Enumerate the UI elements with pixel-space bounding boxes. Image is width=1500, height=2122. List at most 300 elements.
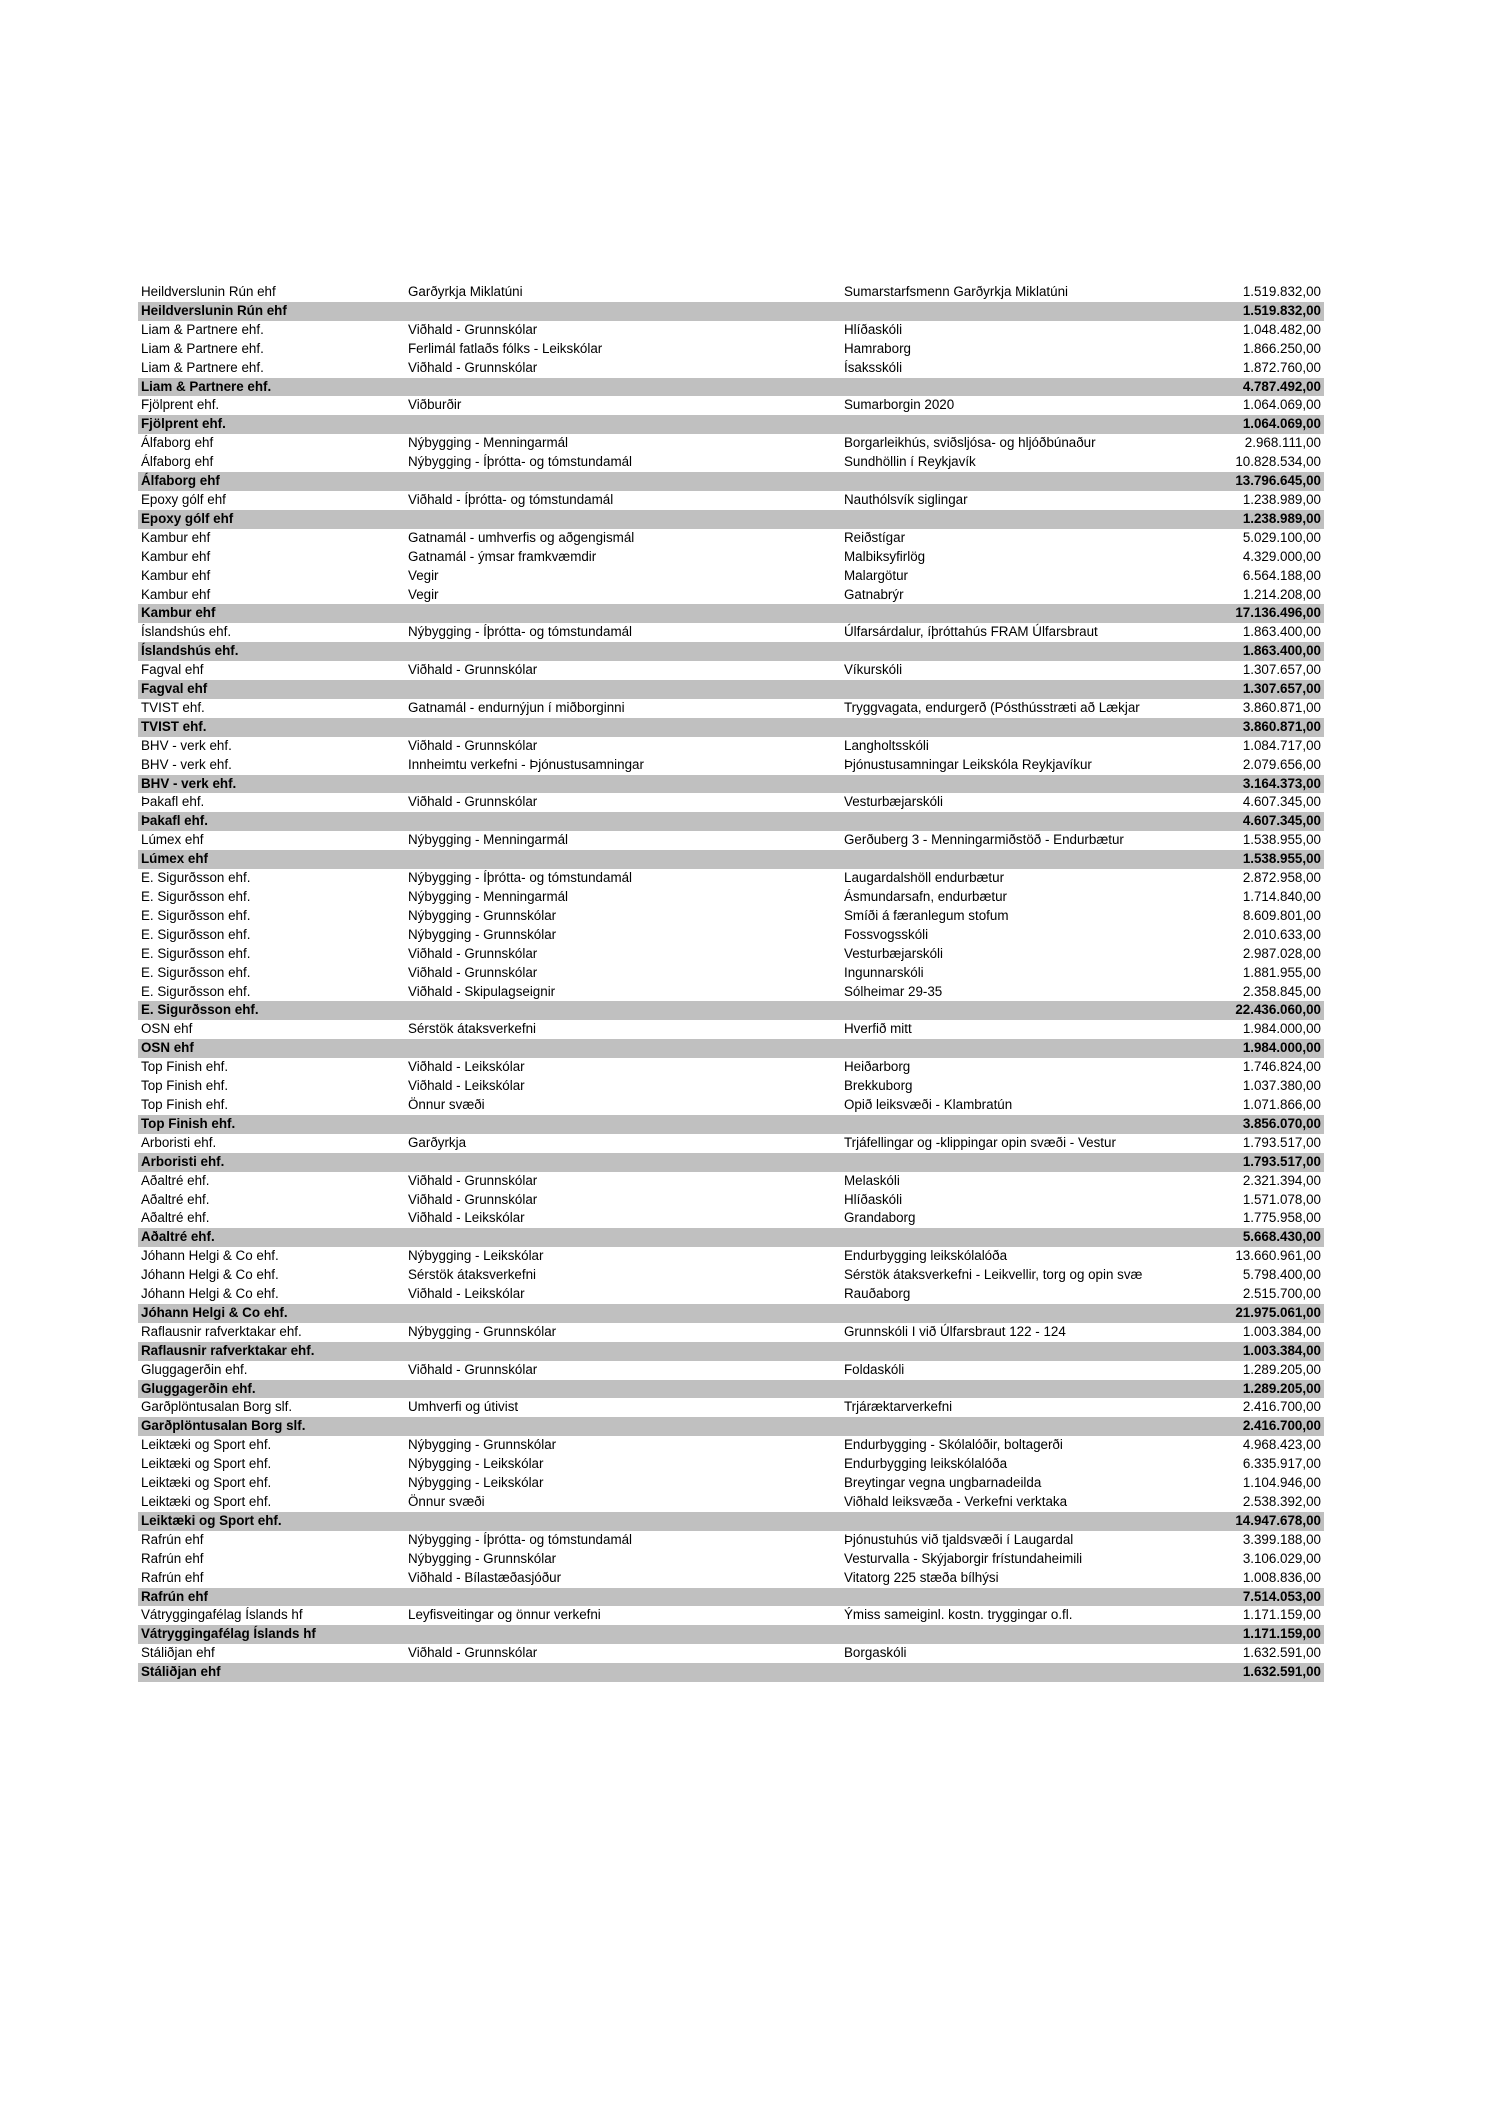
amount-cell: 1.003.384,00 (1242, 1323, 1321, 1339)
table-row (138, 567, 1324, 586)
subtotal-row (138, 1663, 1324, 1682)
table-row (138, 586, 1324, 605)
category-cell: Viðhald - Grunnskólar (408, 662, 538, 678)
contractor-cell: Fjölprent ehf. (141, 416, 226, 432)
contractor-cell: Fjölprent ehf. (141, 397, 220, 413)
subtotal-row (138, 510, 1324, 529)
category-cell: Gatnamál - endurnýjun í miðborginni (408, 699, 625, 715)
amount-cell: 2.968.111,00 (1244, 435, 1321, 451)
project-cell: Brekkuborg (844, 1078, 913, 1094)
amount-cell: 1.238.989,00 (1242, 491, 1321, 507)
amount-cell: 13.796.645,00 (1235, 473, 1321, 489)
category-cell: Nýbygging - Grunnskólar (408, 1550, 557, 1566)
amount-cell: 1.064.069,00 (1242, 416, 1321, 432)
subtotal-row (138, 850, 1324, 869)
table-row (138, 1455, 1324, 1474)
contractor-cell: Leiktæki og Sport ehf. (141, 1512, 282, 1528)
amount-cell: 1.793.517,00 (1242, 1153, 1321, 1169)
subtotal-row (138, 1512, 1324, 1531)
table-row (138, 1398, 1324, 1417)
subtotal-row (138, 775, 1324, 794)
subtotal-row (138, 1039, 1324, 1058)
project-cell: Viðhald leiksvæða - Verkefni verktaka (844, 1494, 1068, 1509)
category-cell: Viðhald - Leikskólar (408, 1078, 525, 1094)
contractor-cell: E. Sigurðsson ehf. (141, 889, 251, 904)
contractor-cell: Fagval ehf (141, 662, 204, 678)
contractor-cell: Íslandshús ehf. (141, 624, 232, 640)
table-row (138, 1474, 1324, 1493)
amount-cell: 1.866.250,00 (1242, 340, 1321, 356)
contractor-cell: Stáliðjan ehf (141, 1664, 221, 1680)
category-cell: Viðhald - Leikskólar (408, 1059, 525, 1075)
contractor-cell: Leiktæki og Sport ehf. (141, 1437, 272, 1453)
project-cell: Malargötur (844, 567, 909, 583)
amount-cell: 1.289.205,00 (1242, 1361, 1321, 1377)
table-row (138, 529, 1324, 548)
table-row (138, 1247, 1324, 1266)
subtotal-row (138, 1304, 1324, 1323)
table-row (138, 1096, 1324, 1115)
category-cell: Viðhald - Grunnskólar (408, 1172, 538, 1188)
project-cell: Hverfið mitt (844, 1021, 912, 1037)
contractor-cell: Álfaborg ehf (141, 473, 220, 489)
project-cell: Ísaksskóli (844, 359, 903, 375)
amount-cell: 3.106.029,00 (1242, 1550, 1321, 1566)
table-row (138, 1172, 1324, 1191)
project-cell: Melaskóli (844, 1172, 900, 1188)
table-row (138, 283, 1324, 302)
category-cell: Viðhald - Íþrótta- og tómstundamál (408, 491, 614, 507)
category-cell: Sérstök átaksverkefni (408, 1021, 537, 1037)
amount-cell: 1.519.832,00 (1242, 284, 1321, 299)
table-row (138, 1606, 1324, 1625)
category-cell: Viðhald - Leikskólar (408, 1210, 525, 1226)
project-cell: Trjáræktarverkefni (844, 1399, 953, 1415)
contractor-cell: Liam & Partnere ehf. (141, 321, 264, 337)
amount-cell: 4.607.345,00 (1242, 794, 1321, 810)
category-cell: Nýbygging - Leikskólar (408, 1248, 544, 1264)
category-cell: Leyfisveitingar og önnur verkefni (408, 1607, 601, 1623)
category-cell: Nýbygging - Menningarmál (408, 435, 569, 451)
subtotal-row (138, 1115, 1324, 1134)
project-cell: Reiðstígar (844, 529, 906, 545)
contractor-cell: OSN ehf (141, 1021, 193, 1037)
table-row (138, 869, 1324, 888)
table-row (138, 434, 1324, 453)
project-cell: Opið leiksvæði - Klambratún (844, 1096, 1013, 1112)
subtotal-row (138, 1001, 1324, 1020)
category-cell: Nýbygging - Íþrótta- og tómstundamál (408, 870, 633, 886)
table-row (138, 1436, 1324, 1455)
table-row (138, 396, 1324, 415)
amount-cell: 6.564.188,00 (1242, 567, 1321, 583)
project-cell: Þjónustusamningar Leikskóla Reykjavíkur (844, 756, 1092, 772)
contractor-cell: Kambur ehf (141, 567, 211, 583)
contractor-cell: Raflausnir rafverktakar ehf. (141, 1342, 315, 1358)
contractor-cell: Vátryggingafélag Íslands hf (141, 1626, 316, 1642)
category-cell: Viðhald - Grunnskólar (408, 359, 538, 375)
contractor-cell: BHV - verk ehf. (141, 756, 232, 772)
project-cell: Gatnabrýr (844, 586, 904, 602)
category-cell: Nýbygging - Grunnskólar (408, 1437, 557, 1453)
contractor-cell: Jóhann Helgi & Co ehf. (141, 1304, 288, 1320)
subtotal-row (138, 1417, 1324, 1436)
contractor-cell: Lúmex ehf (141, 851, 208, 867)
amount-cell: 1.307.657,00 (1242, 681, 1321, 697)
amount-cell: 6.335.917,00 (1242, 1456, 1321, 1472)
table-row (138, 1285, 1324, 1304)
category-cell: Nýbygging - Menningarmál (408, 889, 569, 904)
category-cell: Sérstök átaksverkefni (408, 1267, 537, 1283)
contractor-cell: E. Sigurðsson ehf. (141, 907, 251, 923)
amount-cell: 1.863.400,00 (1242, 643, 1321, 659)
contractor-cell: TVIST ehf. (141, 699, 205, 715)
amount-cell: 1.863.400,00 (1242, 624, 1321, 640)
contractor-cell: Garðplöntusalan Borg slf. (141, 1418, 306, 1434)
contractor-cell: Heildverslunin Rún ehf (141, 302, 287, 318)
amount-cell: 1.538.955,00 (1242, 832, 1321, 848)
subtotal-row (138, 642, 1324, 661)
table-row (138, 793, 1324, 812)
category-cell: Viðburðir (408, 397, 462, 413)
contractor-cell: Rafrún ehf (141, 1550, 204, 1566)
table-row (138, 340, 1324, 359)
category-cell: Viðhald - Leikskólar (408, 1286, 525, 1302)
amount-cell: 3.164.373,00 (1242, 775, 1321, 791)
amount-cell: 2.872.958,00 (1242, 870, 1321, 886)
category-cell: Viðhald - Grunnskólar (408, 737, 538, 753)
project-cell: Grunnskóli I við Úlfarsbraut 122 - 124 (844, 1323, 1066, 1339)
table-row (138, 1134, 1324, 1153)
category-cell: Nýbygging - Grunnskólar (408, 926, 557, 942)
project-cell: Sundhöllin í Reykjavík (844, 454, 976, 470)
project-cell: Foldaskóli (844, 1361, 905, 1377)
subtotal-row (138, 1228, 1324, 1247)
contractor-cell: Gluggagerðin ehf. (141, 1361, 248, 1377)
subtotal-row (138, 302, 1324, 321)
amount-cell: 21.975.061,00 (1235, 1304, 1321, 1320)
table-row (138, 756, 1324, 775)
category-cell: Gatnamál - ýmsar framkvæmdir (408, 548, 597, 564)
table-row (138, 491, 1324, 510)
amount-cell: 1.238.989,00 (1242, 510, 1321, 526)
amount-cell: 5.798.400,00 (1242, 1267, 1321, 1283)
project-cell: Borgarleikhús, sviðsljósa- og hljóðbúnaður (844, 435, 1096, 451)
contractor-cell: E. Sigurðsson ehf. (141, 870, 251, 886)
contractor-cell: Leiktæki og Sport ehf. (141, 1475, 272, 1491)
project-cell: Ýmiss sameiginl. kostn. tryggingar o.fl. (844, 1607, 1073, 1623)
table-row (138, 945, 1324, 964)
project-cell: Vesturvalla - Skýjaborgir frístundaheimili (844, 1550, 1083, 1566)
contractor-cell: Leiktæki og Sport ehf. (141, 1456, 272, 1472)
contractor-cell: Kambur ehf (141, 605, 216, 621)
contractor-cell: Epoxy gólf ehf (141, 491, 226, 507)
contractor-cell: Garðplöntusalan Borg slf. (141, 1399, 293, 1415)
table-row (138, 926, 1324, 945)
table-row (138, 1550, 1324, 1569)
amount-cell: 4.968.423,00 (1242, 1437, 1321, 1453)
amount-cell: 14.947.678,00 (1235, 1512, 1321, 1528)
amount-cell: 1.307.657,00 (1242, 662, 1321, 678)
project-cell: Hlíðaskóli (844, 321, 903, 337)
table-row (138, 964, 1324, 983)
ledger-table (138, 283, 1324, 1682)
amount-cell: 1.571.078,00 (1242, 1191, 1321, 1207)
project-cell: Smíði á færanlegum stofum (844, 907, 1009, 923)
subtotal-row (138, 718, 1324, 737)
table-row (138, 1644, 1324, 1663)
contractor-cell: Top Finish ehf. (141, 1078, 229, 1094)
amount-cell: 2.538.392,00 (1242, 1494, 1321, 1509)
category-cell: Nýbygging - Íþrótta- og tómstundamál (408, 624, 633, 640)
amount-cell: 2.358.845,00 (1242, 983, 1321, 999)
amount-cell: 1.714.840,00 (1242, 889, 1321, 904)
amount-cell: 13.660.961,00 (1235, 1248, 1321, 1264)
contractor-cell: Þakafl ehf. (141, 813, 208, 829)
contractor-cell: Jóhann Helgi & Co ehf. (141, 1248, 279, 1264)
amount-cell: 1.071.866,00 (1242, 1096, 1321, 1112)
table-row (138, 453, 1324, 472)
amount-cell: 1.984.000,00 (1242, 1040, 1321, 1056)
category-cell: Nýbygging - Íþrótta- og tómstundamál (408, 1531, 633, 1547)
table-row (138, 1569, 1324, 1588)
category-cell: Gatnamál - umhverfis og aðgengismál (408, 529, 635, 545)
category-cell: Nýbygging - Leikskólar (408, 1456, 544, 1472)
project-cell: Hlíðaskóli (844, 1191, 903, 1207)
contractor-cell: E. Sigurðsson ehf. (141, 964, 251, 980)
amount-cell: 3.399.188,00 (1242, 1531, 1321, 1547)
amount-cell: 1.008.836,00 (1242, 1569, 1321, 1585)
category-cell: Viðhald - Grunnskólar (408, 1645, 538, 1661)
amount-cell: 1.632.591,00 (1242, 1664, 1321, 1680)
table-row (138, 1361, 1324, 1380)
category-cell: Viðhald - Grunnskólar (408, 321, 538, 337)
category-cell: Viðhald - Bílastæðasjóður (408, 1569, 562, 1585)
project-cell: Endurbygging leikskólalóða (844, 1248, 1008, 1264)
project-cell: Vesturbæjarskóli (844, 945, 943, 961)
project-cell: Sumarstarfsmenn Garðyrkja Miklatúni (844, 284, 1068, 299)
amount-cell: 1.171.159,00 (1242, 1626, 1321, 1642)
project-cell: Víkurskóli (844, 662, 903, 678)
contractor-cell: E. Sigurðsson ehf. (141, 1002, 259, 1018)
contractor-cell: Álfaborg ehf (141, 454, 214, 470)
amount-cell: 1.793.517,00 (1242, 1134, 1321, 1150)
project-cell: Breytingar vegna ungbarnadeilda (844, 1475, 1042, 1491)
project-cell: Ásmundarsafn, endurbætur (844, 889, 1008, 904)
amount-cell: 1.003.384,00 (1242, 1342, 1321, 1358)
amount-cell: 3.860.871,00 (1242, 718, 1321, 734)
contractor-cell: Stáliðjan ehf (141, 1645, 215, 1661)
project-cell: Endurbygging - Skólalóðir, boltagerði (844, 1437, 1063, 1453)
category-cell: Ferlimál fatlaðs fólks - Leikskólar (408, 340, 603, 356)
contractor-cell: Aðaltré ehf. (141, 1191, 210, 1207)
category-cell: Viðhald - Grunnskólar (408, 1191, 538, 1207)
table-row (138, 1020, 1324, 1039)
table-row (138, 1209, 1324, 1228)
amount-cell: 2.987.028,00 (1242, 945, 1321, 961)
subtotal-row (138, 415, 1324, 434)
table-row (138, 831, 1324, 850)
amount-cell: 3.856.070,00 (1242, 1115, 1321, 1131)
table-row (138, 1266, 1324, 1285)
project-cell: Rauðaborg (844, 1286, 911, 1302)
category-cell: Önnur svæði (408, 1096, 485, 1112)
amount-cell: 8.609.801,00 (1242, 907, 1321, 923)
project-cell: Trjáfellingar og -klippingar opin svæði - Vestur (844, 1134, 1116, 1150)
project-cell: Úlfarsárdalur, íþróttahús FRAM Úlfarsbraut (844, 624, 1098, 640)
amount-cell: 3.860.871,00 (1242, 699, 1321, 715)
contractor-cell: TVIST ehf. (141, 718, 207, 734)
category-cell: Viðhald - Grunnskólar (408, 794, 538, 810)
amount-cell: 2.010.633,00 (1242, 926, 1321, 942)
amount-cell: 4.329.000,00 (1242, 548, 1321, 564)
category-cell: Umhverfi og útivist (408, 1399, 519, 1415)
project-cell: Fossvogsskóli (844, 926, 929, 942)
contractor-cell: OSN ehf (141, 1040, 194, 1056)
subtotal-row (138, 1625, 1324, 1644)
amount-cell: 17.136.496,00 (1235, 605, 1321, 621)
contractor-cell: E. Sigurðsson ehf. (141, 945, 251, 961)
project-cell: Laugardalshöll endurbætur (844, 870, 1005, 886)
table-row (138, 1058, 1324, 1077)
category-cell: Nýbygging - Leikskólar (408, 1475, 544, 1491)
category-cell: Nýbygging - Grunnskólar (408, 1323, 557, 1339)
contractor-cell: Top Finish ehf. (141, 1059, 229, 1075)
project-cell: Endurbygging leikskólalóða (844, 1456, 1008, 1472)
contractor-cell: Lúmex ehf (141, 832, 204, 848)
subtotal-row (138, 604, 1324, 623)
amount-cell: 1.746.824,00 (1242, 1059, 1321, 1075)
contractor-cell: Epoxy gólf ehf (141, 510, 234, 526)
amount-cell: 10.828.534,00 (1235, 454, 1321, 470)
table-row (138, 548, 1324, 567)
amount-cell: 1.984.000,00 (1242, 1021, 1321, 1037)
contractor-cell: E. Sigurðsson ehf. (141, 983, 251, 999)
contractor-cell: Aðaltré ehf. (141, 1210, 210, 1226)
contractor-cell: Raflausnir rafverktakar ehf. (141, 1323, 302, 1339)
table-row (138, 359, 1324, 378)
amount-cell: 22.436.060,00 (1235, 1002, 1321, 1018)
contractor-cell: Arboristi ehf. (141, 1134, 217, 1150)
amount-cell: 2.079.656,00 (1242, 756, 1321, 772)
amount-cell: 1.289.205,00 (1242, 1380, 1321, 1396)
contractor-cell: Top Finish ehf. (141, 1115, 236, 1131)
project-cell: Sólheimar 29-35 (844, 983, 943, 999)
amount-cell: 1.104.946,00 (1242, 1475, 1321, 1491)
project-cell: Gerðuberg 3 - Menningarmiðstöð - Endurbætur (844, 832, 1124, 848)
contractor-cell: E. Sigurðsson ehf. (141, 926, 251, 942)
project-cell: Borgaskóli (844, 1645, 907, 1661)
contractor-cell: Rafrún ehf (141, 1531, 204, 1547)
amount-cell: 5.029.100,00 (1242, 529, 1321, 545)
category-cell: Önnur svæði (408, 1494, 485, 1509)
project-cell: Vitatorg 225 stæða bílhýsi (844, 1569, 999, 1585)
subtotal-row (138, 1342, 1324, 1361)
contractor-cell: Leiktæki og Sport ehf. (141, 1494, 272, 1509)
amount-cell: 1.084.717,00 (1242, 737, 1321, 753)
contractor-cell: Rafrún ehf (141, 1569, 204, 1585)
amount-cell: 7.514.053,00 (1242, 1588, 1321, 1604)
table-row (138, 623, 1324, 642)
contractor-cell: BHV - verk ehf. (141, 775, 237, 791)
project-cell: Ingunnarskóli (844, 964, 924, 980)
table-row (138, 1531, 1324, 1550)
amount-cell: 1.872.760,00 (1242, 359, 1321, 375)
subtotal-row (138, 812, 1324, 831)
category-cell: Garðyrkja (408, 1134, 467, 1150)
project-cell: Hamraborg (844, 340, 911, 356)
category-cell: Garðyrkja Miklatúni (408, 284, 523, 299)
table-row (138, 661, 1324, 680)
category-cell: Nýbygging - Íþrótta- og tómstundamál (408, 454, 633, 470)
contractor-cell: Kambur ehf (141, 529, 211, 545)
contractor-cell: Liam & Partnere ehf. (141, 359, 264, 375)
contractor-cell: Vátryggingafélag Íslands hf (141, 1607, 303, 1623)
contractor-cell: Aðaltré ehf. (141, 1229, 215, 1245)
contractor-cell: Top Finish ehf. (141, 1096, 229, 1112)
subtotal-row (138, 378, 1324, 397)
amount-cell: 1.775.958,00 (1242, 1210, 1321, 1226)
project-cell: Langholtsskóli (844, 737, 929, 753)
category-cell: Viðhald - Grunnskólar (408, 964, 538, 980)
project-cell: Sérstök átaksverkefni - Leikvellir, torg og opin svæ (844, 1267, 1143, 1283)
category-cell: Viðhald - Grunnskólar (408, 945, 538, 961)
table-row (138, 888, 1324, 907)
amount-cell: 1.538.955,00 (1242, 851, 1321, 867)
project-cell: Nauthólsvík siglingar (844, 491, 968, 507)
amount-cell: 1.519.832,00 (1242, 302, 1321, 318)
contractor-cell: Arboristi ehf. (141, 1153, 225, 1169)
category-cell: Innheimtu verkefni - Þjónustusamningar (408, 756, 644, 772)
table-row (138, 1323, 1324, 1342)
amount-cell: 1.171.159,00 (1242, 1607, 1321, 1623)
table-row (138, 737, 1324, 756)
table-row (138, 1493, 1324, 1512)
project-cell: Vesturbæjarskóli (844, 794, 943, 810)
contractor-cell: BHV - verk ehf. (141, 737, 232, 753)
category-cell: Viðhald - Skipulagseignir (408, 983, 556, 999)
contractor-cell: Liam & Partnere ehf. (141, 340, 264, 356)
subtotal-row (138, 1153, 1324, 1172)
amount-cell: 2.515.700,00 (1242, 1286, 1321, 1302)
contractor-cell: Aðaltré ehf. (141, 1172, 210, 1188)
subtotal-row (138, 1380, 1324, 1399)
amount-cell: 1.064.069,00 (1242, 397, 1321, 413)
amount-cell: 1.214.208,00 (1242, 586, 1321, 602)
project-cell: Grandaborg (844, 1210, 916, 1226)
table-row (138, 983, 1324, 1002)
project-cell: Þjónustuhús við tjaldsvæði í Laugardal (844, 1531, 1074, 1547)
subtotal-row (138, 1588, 1324, 1607)
contractor-cell: Rafrún ehf (141, 1588, 208, 1604)
contractor-cell: Fagval ehf (141, 681, 208, 697)
contractor-cell: Kambur ehf (141, 548, 211, 564)
contractor-cell: Jóhann Helgi & Co ehf. (141, 1286, 279, 1302)
amount-cell: 5.668.430,00 (1242, 1229, 1321, 1245)
amount-cell: 2.321.394,00 (1242, 1172, 1321, 1188)
contractor-cell: Heildverslunin Rún ehf (141, 284, 276, 299)
table-row (138, 1191, 1324, 1210)
project-cell: Heiðarborg (844, 1059, 911, 1075)
category-cell: Nýbygging - Grunnskólar (408, 907, 557, 923)
amount-cell: 4.787.492,00 (1242, 378, 1321, 394)
table-row (138, 321, 1324, 340)
amount-cell: 1.048.482,00 (1242, 321, 1321, 337)
project-cell: Sumarborgin 2020 (844, 397, 955, 413)
amount-cell: 2.416.700,00 (1242, 1418, 1321, 1434)
project-cell: Malbiksyfirlög (844, 548, 926, 564)
contractor-cell: Liam & Partnere ehf. (141, 378, 272, 394)
